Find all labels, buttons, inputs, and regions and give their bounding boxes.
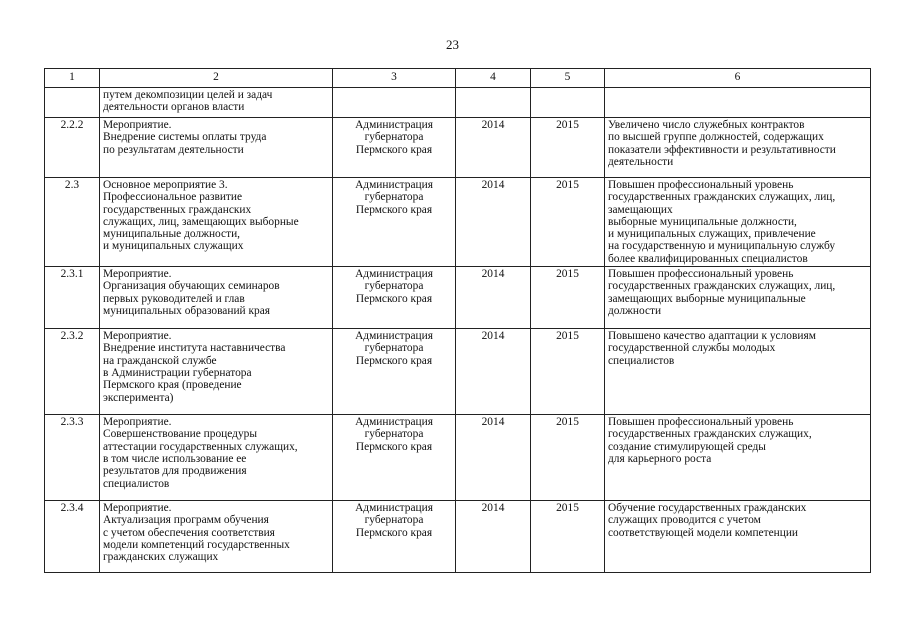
column-header: 3 [333, 69, 456, 88]
result-cell: Повышен профессиональный уровень государственных гражданских служащих, лиц, замещающих выборные муниципальные должности [605, 267, 871, 329]
start-year-cell: 2014 [456, 415, 531, 501]
column-header: 5 [531, 69, 605, 88]
row-number: 2.3.2 [45, 329, 100, 415]
end-year-cell: 2015 [531, 415, 605, 501]
end-year-cell: 2015 [531, 329, 605, 415]
row-number: 2.3.3 [45, 415, 100, 501]
table-row [45, 118, 871, 178]
table-row [45, 267, 871, 329]
result-cell: Обучение государственных гражданских служащих проводится с учетом соответствующей модели компетенции [605, 501, 871, 573]
end-year-cell: 2015 [531, 118, 605, 178]
executor-cell: Администрация губернатора Пермского края [333, 415, 456, 501]
page-number: 23 [446, 37, 459, 52]
result-cell: Повышено качество адаптации к условиям государственной службы молодых специалистов [605, 329, 871, 415]
start-year-cell: 2014 [456, 178, 531, 267]
result-cell: Повышен профессиональный уровень государственных гражданских служащих, создание стимулирующей среды для карьерного роста [605, 415, 871, 501]
column-header: 6 [605, 69, 871, 88]
column-header: 2 [100, 69, 333, 88]
executor-cell: Администрация губернатора Пермского края [333, 178, 456, 267]
activity-cell: Мероприятие. Организация обучающих семинаров первых руководителей и глав муниципальных образований края [100, 267, 333, 329]
executor-cell [333, 88, 456, 118]
row-number [45, 88, 100, 118]
end-year-cell: 2015 [531, 501, 605, 573]
table-row [45, 329, 871, 415]
activity-cell: путем декомпозиции целей и задач деятельности органов власти [100, 88, 333, 118]
start-year-cell: 2014 [456, 501, 531, 573]
row-number: 2.3.1 [45, 267, 100, 329]
column-header: 1 [45, 69, 100, 88]
row-number: 2.3 [45, 178, 100, 267]
measures-table [44, 68, 871, 573]
activity-cell: Мероприятие. Актуализация программ обучения с учетом обеспечения соответствия модели компетенций государственных гражданских служащих [100, 501, 333, 573]
start-year-cell [456, 88, 531, 118]
activity-cell: Мероприятие. Внедрение института наставничества на гражданской службе в Администрации губернатора Пермского края (проведение эксперимента) [100, 329, 333, 415]
executor-cell: Администрация губернатора Пермского края [333, 329, 456, 415]
row-number: 2.3.4 [45, 501, 100, 573]
end-year-cell: 2015 [531, 267, 605, 329]
activity-cell: Основное мероприятие 3. Профессиональное развитие государственных гражданских служащих, лиц, замещающих выборные муниципальные должности, и муниципальных служащих [100, 178, 333, 267]
executor-cell: Администрация губернатора Пермского края [333, 267, 456, 329]
row-number: 2.2.2 [45, 118, 100, 178]
activity-cell: Мероприятие. Внедрение системы оплаты труда по результатам деятельности [100, 118, 333, 178]
result-cell: Увеличено число служебных контрактов по высшей группе должностей, содержащих показатели эффективности и результативности деятельности [605, 118, 871, 178]
result-cell [605, 88, 871, 118]
executor-cell: Администрация губернатора Пермского края [333, 501, 456, 573]
executor-cell: Администрация губернатора Пермского края [333, 118, 456, 178]
column-header: 4 [456, 69, 531, 88]
end-year-cell [531, 88, 605, 118]
start-year-cell: 2014 [456, 329, 531, 415]
table-row [45, 178, 871, 267]
result-cell: Повышен профессиональный уровень государственных гражданских служащих, лиц, замещающих выборные муниципальные должности, и муниципальных служащих, привлечение на государственную и муниципальную службу более квалифицированных специалистов [605, 178, 871, 267]
activity-cell: Мероприятие. Совершенствование процедуры аттестации государственных служащих, в том числе использование ее результатов для продвижения специалистов [100, 415, 333, 501]
table-header-row [45, 69, 871, 88]
table-row [45, 88, 871, 118]
start-year-cell: 2014 [456, 267, 531, 329]
table-row [45, 415, 871, 501]
start-year-cell: 2014 [456, 118, 531, 178]
end-year-cell: 2015 [531, 178, 605, 267]
table-row [45, 501, 871, 573]
